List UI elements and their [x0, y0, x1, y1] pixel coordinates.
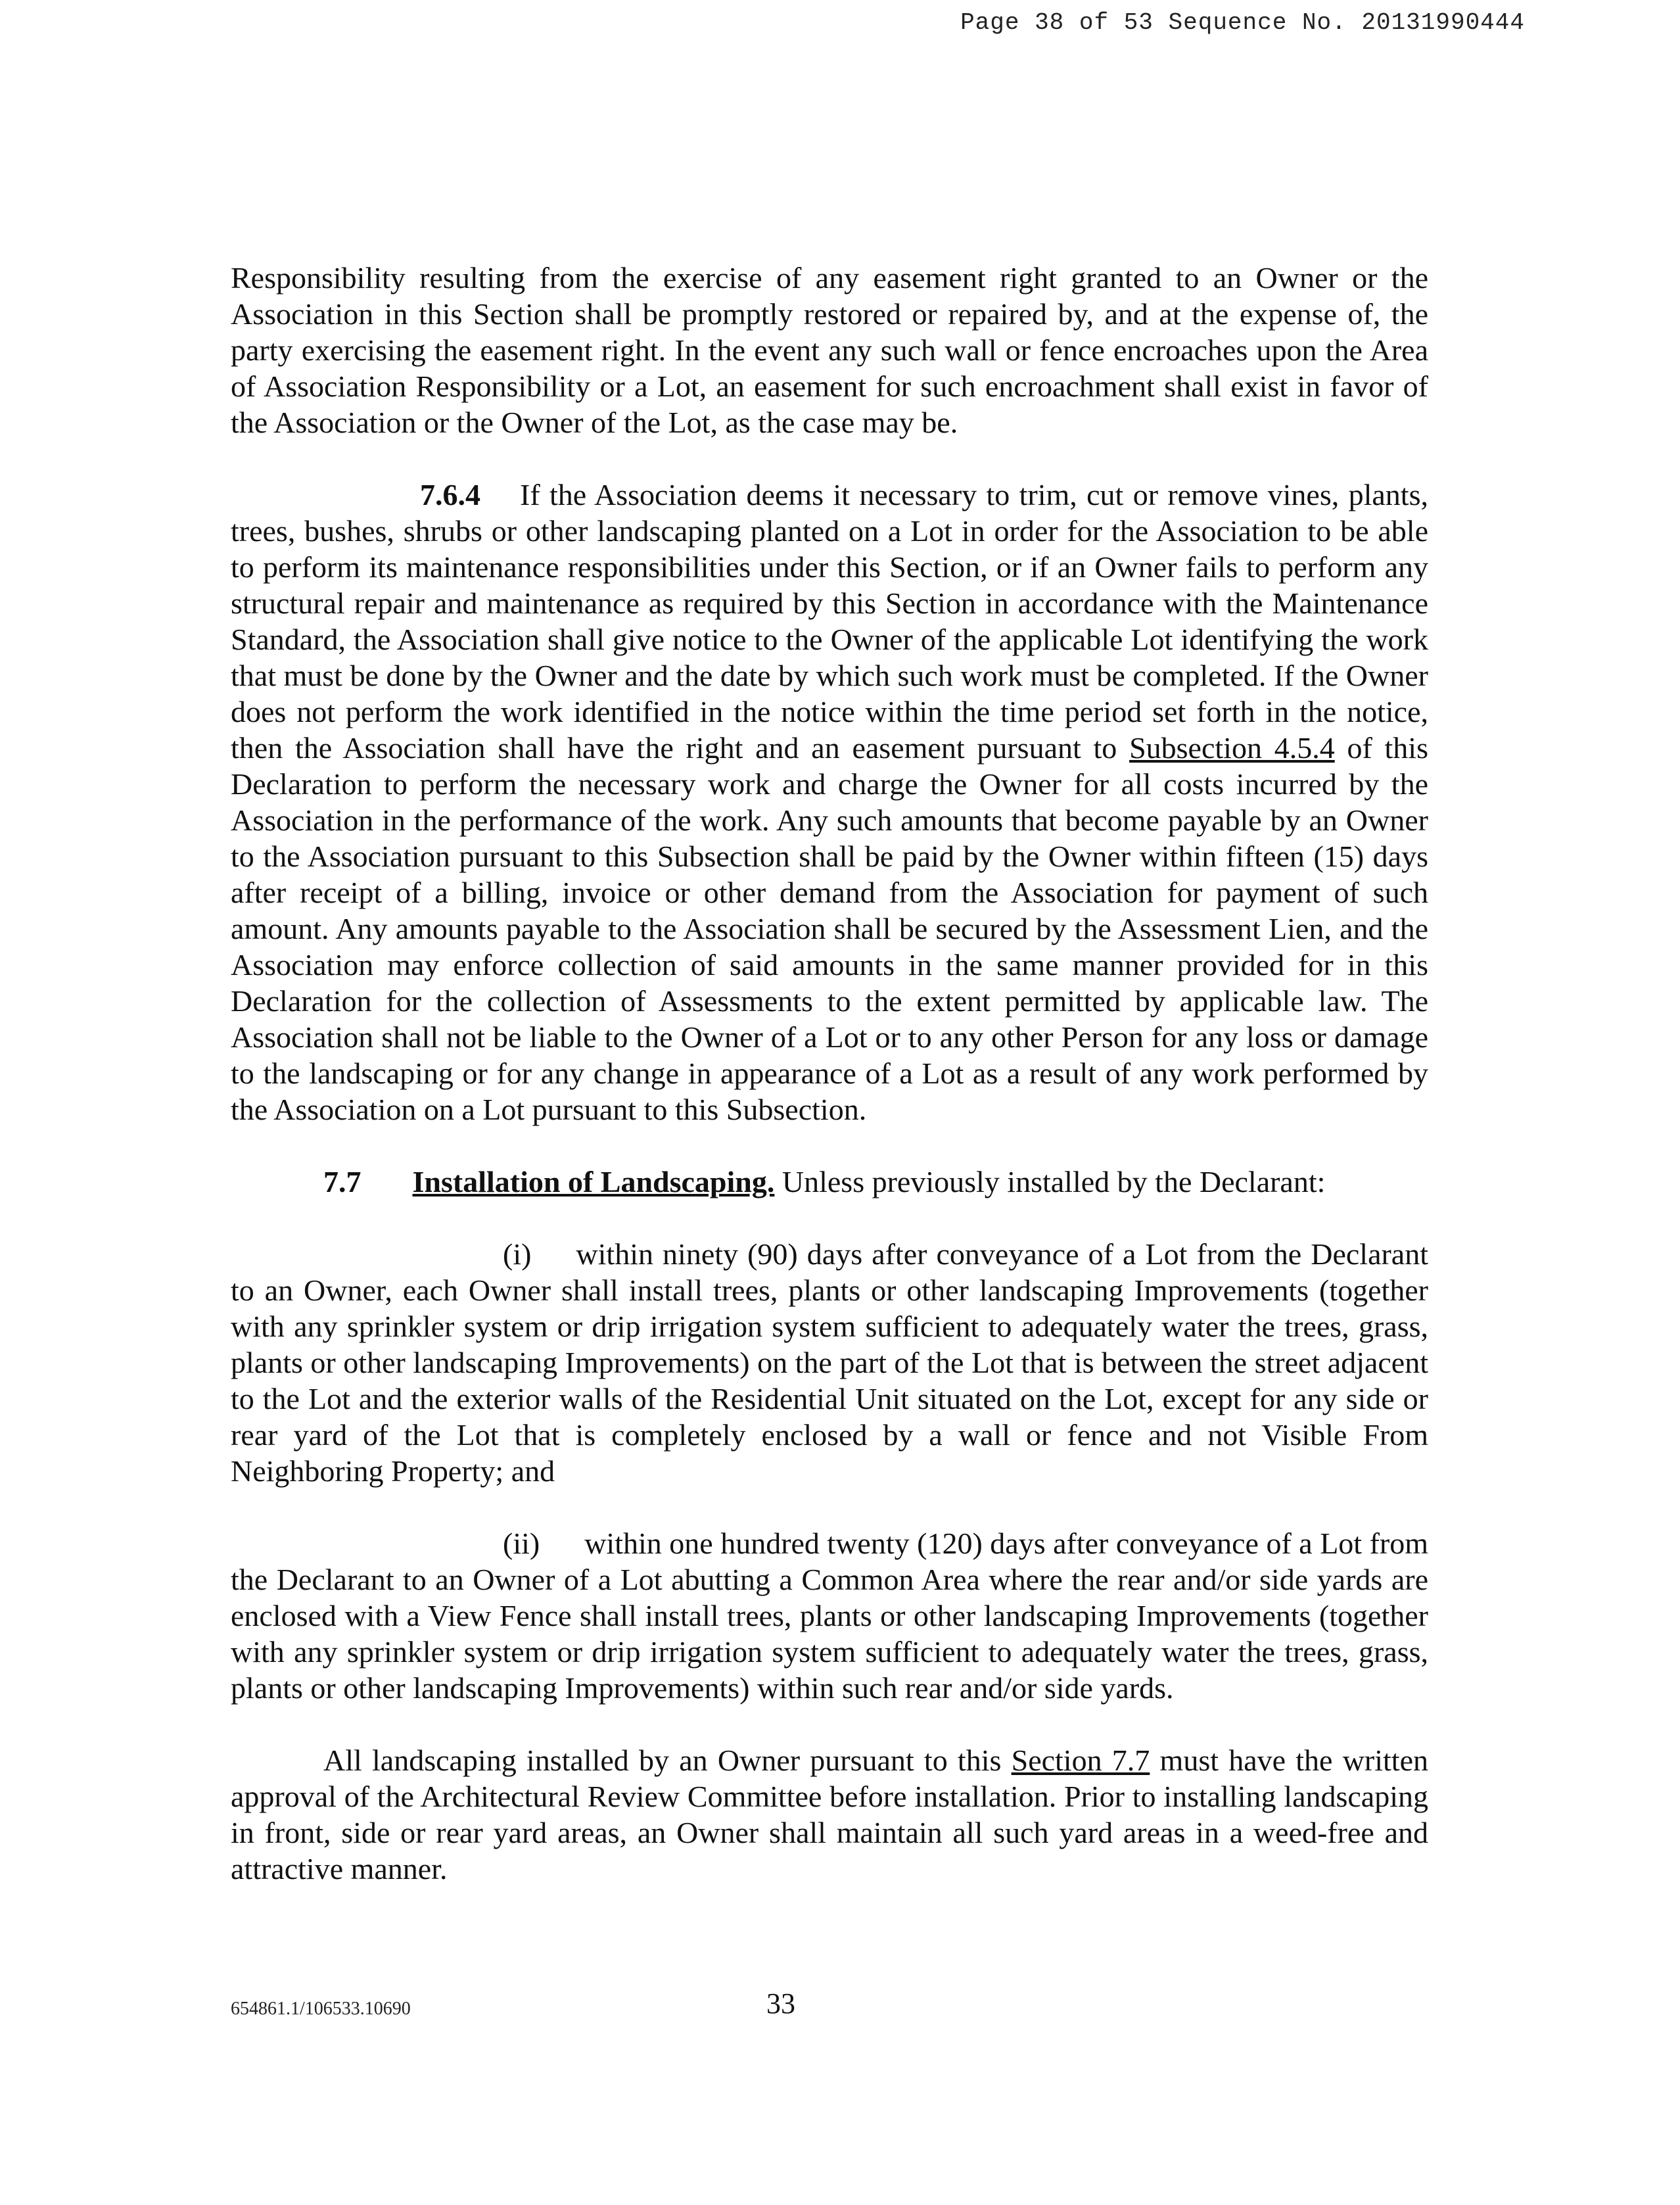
- list-item-i-text: within ninety (90) days after conveyance of a Lot from the Declarant to an Owner, each Owner shall install trees, plants or other landscaping Improvements (together with any sprinkler system or drip irrigation system sufficient to adequately water the trees, grass, plants or other landscaping Improvements) on the part of the Lot that is between the street adjacent to the Lot and the exterior walls of the Residential Unit situated on the Lot, except for any side or rear yard of the Lot that is completely enclosed by a wall or fence and not Visible From Neighboring Property; and: [231, 1237, 1428, 1488]
- closing-text-b: must have the written approval of the Architectural Review Committee before installation. Prior to installing landscaping in front, side or rear yard areas, an Owner shall maintain all such yard areas in a weed-free and attractive manner.: [231, 1743, 1428, 1885]
- section-7-7-text: Unless previously installed by the Declarant:: [774, 1165, 1326, 1198]
- list-item-ii-text: within one hundred twenty (120) days after conveyance of a Lot from the Declarant to an Owner of a Lot abutting a Common Area where the rear and/or side yards are enclosed with a View Fence shall install trees, plants or other landscaping Improvements (together with any sprinkler system or drip irrigation system sufficient to adequately water the trees, grass, plants or other landscaping Improvements) within such rear and/or side yards.: [231, 1527, 1428, 1705]
- list-item-i: [231, 1236, 1428, 1489]
- section-7-6-4: [231, 477, 1428, 1127]
- section-number-7-6-4: 7.6.4: [420, 478, 480, 511]
- page-number: 33: [766, 1987, 795, 2020]
- document-id: 654861.1/106533.10690: [231, 1999, 411, 2019]
- list-label-ii: (ii): [503, 1527, 540, 1560]
- page-sequence-label: Page 38 of 53 Sequence No. 20131990444: [960, 9, 1525, 36]
- closing-text-a: All landscaping installed by an Owner pursuant to this: [323, 1743, 1012, 1777]
- section-7-7: [231, 1164, 1428, 1200]
- paragraph-continued: Responsibility resulting from the exercise of any easement right granted to an Owner or the Association in this Section shall be promptly restored or repaired by, and at the expense of, the party exercising the easement right. In the event any such wall or fence encroaches upon the Area of Association Responsibility or a Lot, an easement for such encroachment shall exist in favor of the Association or the Owner of the Lot, as the case may be.: [231, 261, 1428, 439]
- list-label-i: (i): [503, 1237, 532, 1271]
- list-item-ii: [231, 1525, 1428, 1706]
- section-7-6-4-text-b: of this Declaration to perform the necessary work and charge the Owner for all costs incurred by the Association in the performance of the work. Any such amounts that become payable by an Owner to the Association pursuant to this Subsection shall be paid by the Owner within fifteen (15) days after receipt of a billing, invoice or other demand from the Association for payment of such amount. Any amounts payable to the Association shall be secured by the Assessment Lien, and the Association may enforce collection of said amounts in the same manner provided for in this Declaration for the collection of Assessments to the extent permitted by applicable law. The Association shall not be liable to the Owner of a Lot or to any other Person for any loss or damage to the landscaping or for any change in appearance of a Lot as a result of any work performed by the Association on a Lot pursuant to this Subsection.: [231, 731, 1428, 1126]
- closing-paragraph: [231, 1742, 1428, 1887]
- subsection-4-5-4-reference: Subsection 4.5.4: [1129, 731, 1335, 765]
- document-body: [231, 260, 1428, 1887]
- section-heading-installation-of-landscaping: Installation of Landscaping.: [412, 1165, 775, 1198]
- section-7-7-reference: Section 7.7: [1011, 1743, 1150, 1777]
- section-number-7-7: 7.7: [323, 1165, 362, 1198]
- section-7-6-4-text-a: If the Association deems it necessary to trim, cut or remove vines, plants, trees, bushes, shrubs or other landscaping planted on a Lot in order for the Association to be able to perform its maintenance responsibilities under this Section, or if an Owner fails to perform any structural repair and maintenance as required by this Section in accordance with the Maintenance Standard, the Association shall give notice to the Owner of the applicable Lot identifying the work that must be done by the Owner and the date by which such work must be completed. If the Owner does not perform the work identified in the notice within the time period set forth in the notice, then the Association shall have the right and an easement pursuant to: [231, 478, 1428, 765]
